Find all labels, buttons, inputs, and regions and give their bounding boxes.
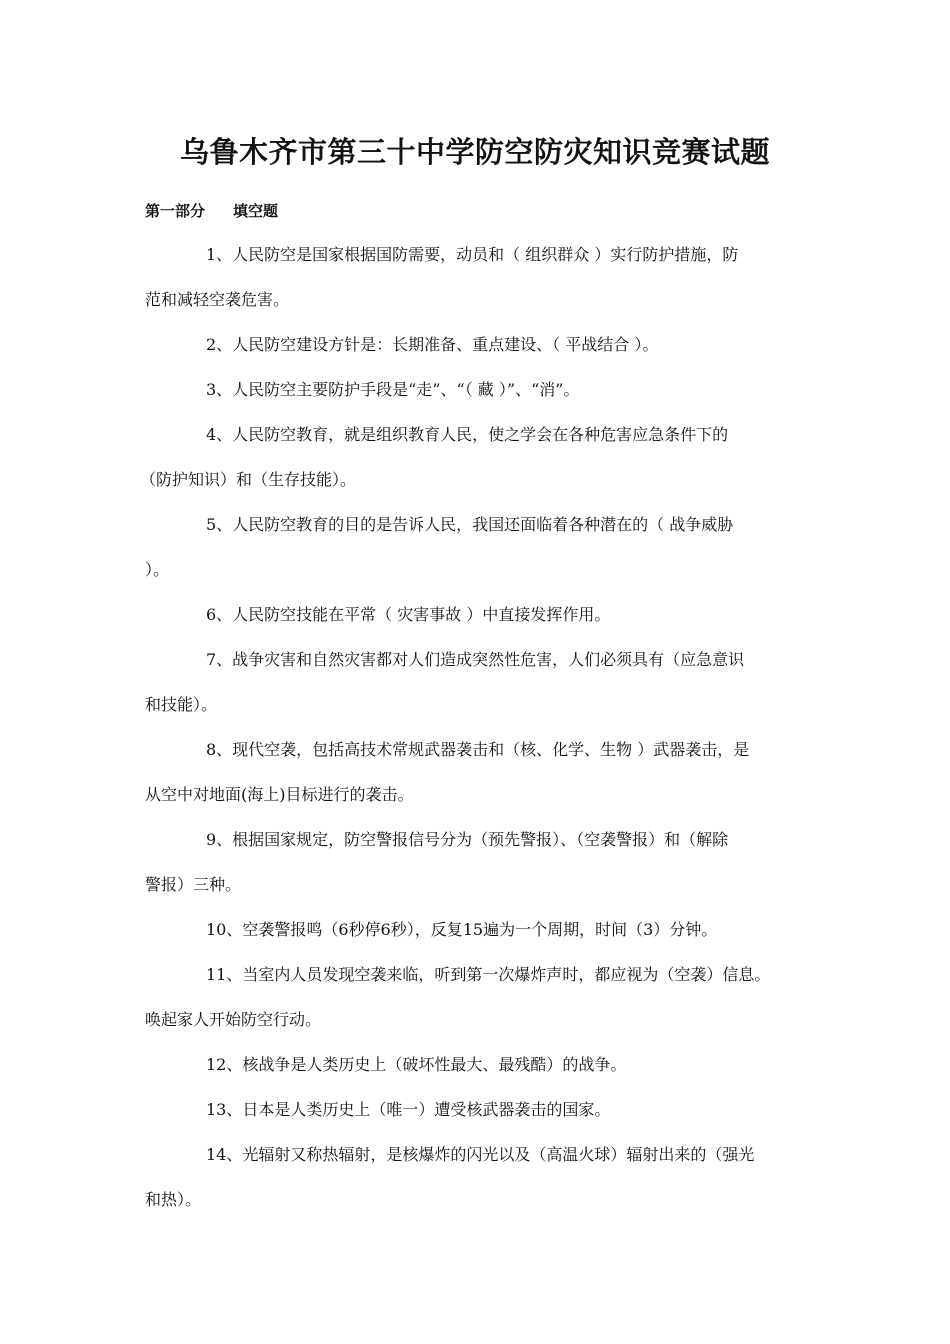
section-heading [145,200,278,221]
question-14-line-1: 14、光辐射又称热辐射，是核爆炸的闪光以及（高温火球）辐射出来的（强光 [206,1145,755,1164]
question-5-line-2: ）。 [145,560,170,579]
question-14-line-2: 和热）。 [145,1190,202,1209]
question-4-line-1: 4、人民防空教育，就是组织教育人民，使之学会在各种危害应急条件下的 [206,425,729,444]
question-6: 6、人民防空技能在平常（ 灾害事故 ）中直接发挥作用。 [206,605,611,624]
question-7-line-1: 7、战争灾害和自然灾害都对人们造成突然性危害，人们必须具有（应急意识 [206,650,745,669]
question-12: 12、核战争是人类历史上（破坏性最大、最残酷）的战争。 [206,1055,627,1074]
question-3: 3、人民防空主要防护手段是“走”、“（ 藏 ）”、“消”。 [206,380,580,399]
question-9-line-1: 9、根据国家规定，防空警报信号分为（预先警报）、（空袭警报）和（解除 [206,830,729,849]
section-name: 填空题 [233,202,279,220]
question-1-line-1: 1、人民防空是国家根据国防需要，动员和（ 组织群众 ）实行防护措施，防 [206,245,739,264]
question-7-line-2: 和技能）。 [145,695,218,714]
question-1-line-2: 范和减轻空袭危害。 [145,290,290,309]
question-11-line-1: 11、当室内人员发现空袭来临，听到第一次爆炸声时，都应视为（空袭）信息。 [206,965,771,984]
question-9-line-2: 警报）三种。 [145,875,242,894]
section-part: 第一部分 [145,202,206,220]
question-8-line-1: 8、现代空袭，包括高技术常规武器袭击和（核、化学、生物 ）武器袭击，是 [206,740,750,759]
question-11-line-2: 唤起家人开始防空行动。 [145,1010,322,1029]
document-title: 乌鲁木齐市第三十中学防空防灾知识竞赛试题 [179,135,770,169]
question-2: 2、人民防空建设方针是：长期准备、重点建设、（ 平战结合 ）。 [206,335,659,354]
question-4-line-2: （防护知识）和（生存技能）。 [140,470,357,489]
question-5-line-1: 5、人民防空教育的目的是告诉人民，我国还面临着各种潜在的（ 战争威胁 [206,515,734,534]
question-10: 10、空袭警报鸣（6秒停6秒），反复15遍为一个周期，时间（3）分钟。 [206,920,718,939]
question-8-line-2: 从空中对地面(海上)目标进行的袭击。 [145,785,414,804]
question-13: 13、日本是人类历史上（唯一）遭受核武器袭击的国家。 [206,1100,611,1119]
